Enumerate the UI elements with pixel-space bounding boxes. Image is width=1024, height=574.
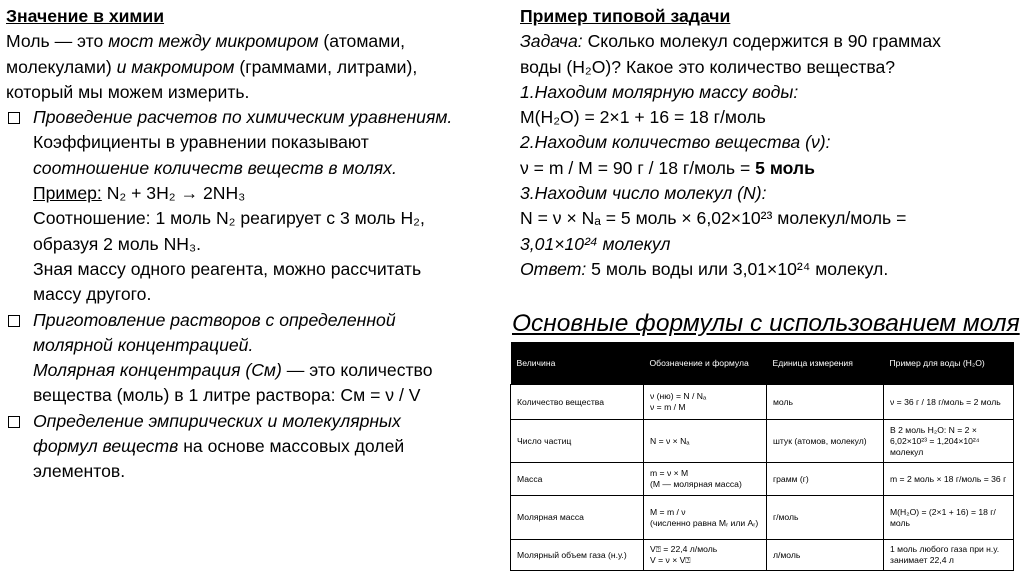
table-row xyxy=(511,385,1014,420)
table-cell: m = ν × M (M — молярная масса) xyxy=(644,463,767,496)
table-cell: Количество вещества xyxy=(511,385,644,420)
step-1: 1.Находим молярную массу воды: xyxy=(520,81,799,102)
table-cell: штук (атомов, молекул) xyxy=(767,420,884,463)
table-cell: 1 моль любого газа при н.у. занимает 22,4 л xyxy=(884,540,1014,571)
right-heading: Пример типовой задачи xyxy=(520,6,731,26)
bullet-text: Зная массу одного реагента, можно рассчитать xyxy=(33,258,422,279)
right-column xyxy=(520,4,1020,282)
table-cell: грамм (г) xyxy=(767,463,884,496)
table-row xyxy=(511,496,1014,540)
col-header: Величина xyxy=(511,342,644,385)
col-header: Пример для воды (H₂O) xyxy=(884,342,1014,385)
step-1-calc: M(H₂O) = 2×1 + 16 = 18 г/моль xyxy=(520,107,766,128)
bullet-text: образуя 2 моль NH₃. xyxy=(33,233,202,254)
table-cell: m = 2 моль × 18 г/моль = 36 г xyxy=(884,463,1014,496)
table-cell: V⍰ = 22,4 л/моль V = ν × V⍰ xyxy=(644,540,767,571)
bullet-text: элементов. xyxy=(33,461,126,482)
table-cell: Число частиц xyxy=(511,420,644,463)
table-cell: N = ν × Nₐ xyxy=(644,420,767,463)
example-equation: Пример: N₂ + 3H₂ → 2NH₃ xyxy=(33,183,246,204)
bullet-text: Соотношение: 1 моль N₂ реагирует с 3 моль H₂, xyxy=(33,208,425,229)
table-header-row xyxy=(511,342,1014,385)
table-row xyxy=(511,463,1014,496)
table-row xyxy=(511,420,1014,463)
col-header: Обозначение и формула xyxy=(644,342,767,385)
table-cell: г/моль xyxy=(767,496,884,540)
formulas-title: Основные формулы с использованием моля xyxy=(512,310,1020,337)
intro-line-1: Моль — это мост между микромиром (атомами, xyxy=(6,31,406,52)
table-cell: Масса xyxy=(511,463,644,496)
step-3-calc: N = ν × Nₐ = 5 моль × 6,02×10²³ молекул/моль = xyxy=(520,208,907,229)
intro-line-2: молекулами) и макромиром (граммами, литрами), xyxy=(6,56,418,77)
step-3-result: 3,01×10²⁴ молекул xyxy=(520,233,671,254)
bullet-text: массу другого. xyxy=(33,284,152,305)
bullet-text: соотношение количеств веществ в молях. xyxy=(33,157,397,178)
answer: Ответ: 5 моль воды или 3,01×10²⁴ молекул. xyxy=(520,258,889,279)
table-cell: В 2 моль H₂O: N = 2 × 6,02×10²³ = 1,204×10²⁴ молекул xyxy=(884,420,1014,463)
task-line-1: Задача: Сколько молекул содержится в 90 граммах xyxy=(520,31,941,52)
table-cell: ν (ню) = N / Nₐ ν = m / M xyxy=(644,385,767,420)
step-2: 2.Находим количество вещества (ν): xyxy=(520,132,831,153)
task-line-2: воды (H₂O)? Какое это количество вещества? xyxy=(520,56,896,77)
table-cell: Молярный объем газа (н.у.) xyxy=(511,540,644,571)
left-column xyxy=(6,4,504,485)
bullet-calculations: Проведение расчетов по химическим уравнениям. xyxy=(6,105,504,130)
formulas-table xyxy=(510,342,1014,571)
bullet-solutions: Приготовление растворов с определенной xyxy=(6,308,504,333)
step-2-calc: ν = m / M = 90 г / 18 г/моль = 5 моль xyxy=(520,157,815,178)
bullet-formulas: Определение эмпирических и молекулярных xyxy=(6,409,504,434)
table-cell: M = m / ν (численно равна Mᵣ или Aᵣ) xyxy=(644,496,767,540)
bullet-text: вещества (моль) в 1 литре раствора: Cм = ν / V xyxy=(33,385,421,406)
bullet-text: формул веществ на основе массовых долей xyxy=(33,436,405,457)
bullet-text: Коэффициенты в уравнении показывают xyxy=(33,132,369,153)
table-cell: M(H₂O) = (2×1 + 16) = 18 г/моль xyxy=(884,496,1014,540)
bullet-text: молярной концентрацией. xyxy=(33,334,254,355)
col-header: Единица измерения xyxy=(767,342,884,385)
table-cell: л/моль xyxy=(767,540,884,571)
step-3: 3.Находим число молекул (N): xyxy=(520,183,767,204)
checkbox-bullet-icon xyxy=(6,409,33,434)
table-cell: ν = 36 г / 18 г/моль = 2 моль xyxy=(884,385,1014,420)
intro-line-3: который мы можем измерить. xyxy=(6,81,250,102)
table-cell: моль xyxy=(767,385,884,420)
checkbox-bullet-icon xyxy=(6,105,33,130)
bullet-text: Молярная концентрация (Cм) — это количество xyxy=(33,360,433,381)
table-cell: Молярная масса xyxy=(511,496,644,540)
left-heading: Значение в химии xyxy=(6,6,165,26)
checkbox-bullet-icon xyxy=(6,308,33,333)
table-row xyxy=(511,540,1014,571)
